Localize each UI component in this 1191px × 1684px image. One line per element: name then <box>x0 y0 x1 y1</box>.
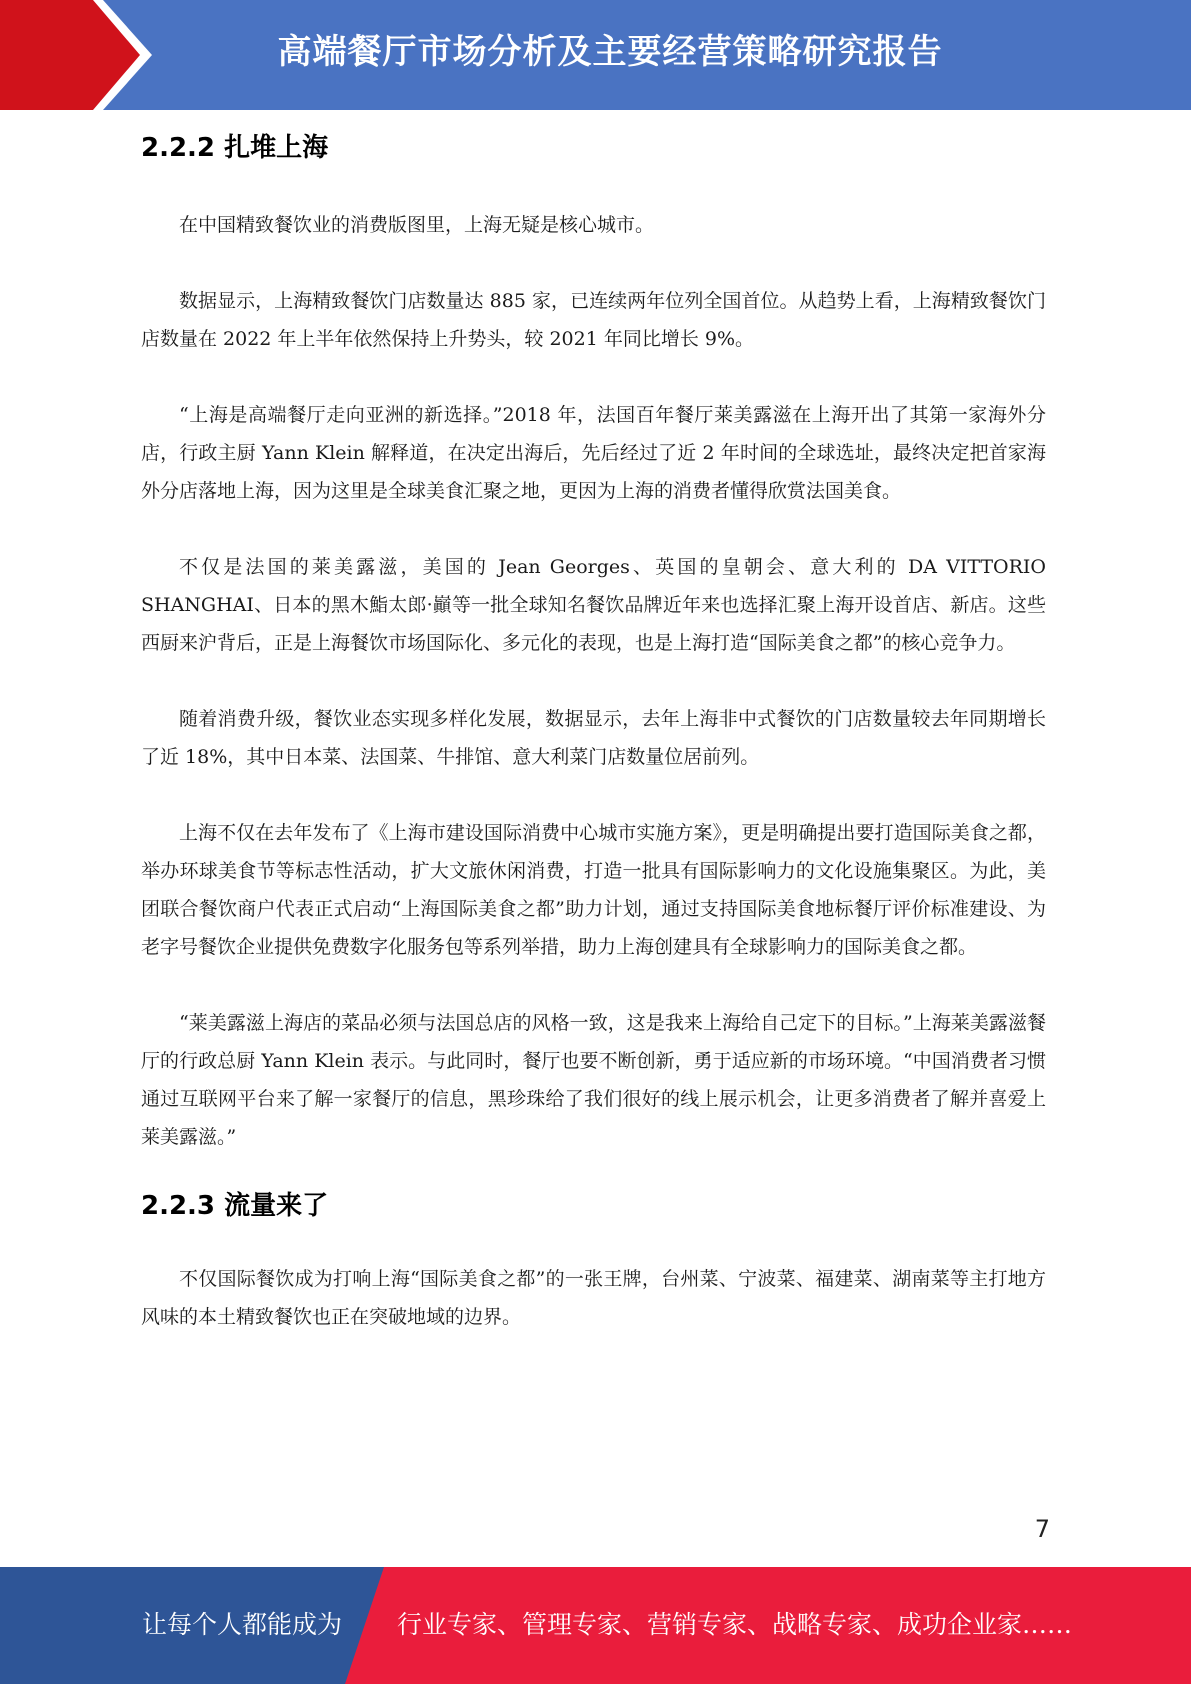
paragraph: “莱美露滋上海店的菜品必须与法国总店的风格一致，这是我来上海给自己定下的目标。”上海莱美露滋餐厅的行政总厨 Yann Klein 表示。与此同时，餐厅也要不断创新，勇于适应新的市场环境。“中国消费者习惯通过互联网平台来了解一家餐厅的信息，黑珍珠给了我们很好的线上展示机会，让更多消费者了解并喜爱上莱美露滋。” <box>141 1012 1046 1148</box>
section-heading-2-2-2: 2.2.2 扎堆上海 <box>141 133 329 163</box>
paragraph: 数据显示，上海精致餐饮门店数量达 885 家，已连续两年位列全国首位。从趋势上看，上海精致餐饮门店数量在 2022 年上半年依然保持上升势头，较 2021 年同比增长 9%。 <box>141 290 1046 350</box>
page-header <box>0 0 1191 110</box>
footer-slogan-right: 行业专家、管理专家、营销专家、战略专家、成功企业家…… <box>397 1610 1073 1639</box>
paragraph: 不仅是法国的莱美露滋，美国的 Jean Georges、英国的皇朝会、意大利的 DA VITTORIO SHANGHAI、日本的黑木鮨太郎·巓等一批全球知名餐饮品牌近年来也选择汇聚上海开设首店、新店。这些西厨来沪背后，正是上海餐饮市场国际化、多元化的表现，也是上海打造“国际美食之都”的核心竞争力。 <box>141 556 1046 654</box>
section-heading-2-2-3: 2.2.3 流量来了 <box>141 1191 329 1221</box>
paragraph: 在中国精致餐饮业的消费版图里，上海无疑是核心城市。 <box>179 214 655 236</box>
page-number: 7 <box>1034 1515 1050 1543</box>
paragraph: 随着消费升级，餐饮业态实现多样化发展，数据显示，去年上海非中式餐饮的门店数量较去年同期增长了近 18%，其中日本菜、法国菜、牛排馆、意大利菜门店数量位居前列。 <box>141 708 1046 768</box>
paragraph: 不仅国际餐饮成为打响上海“国际美食之都”的一张王牌，台州菜、宁波菜、福建菜、湖南菜等主打地方风味的本土精致餐饮也正在突破地域的边界。 <box>141 1268 1046 1328</box>
footer-slogan-left: 让每个人都能成为 <box>142 1610 343 1639</box>
report-title: 高端餐厅市场分析及主要经营策略研究报告 <box>277 32 943 72</box>
paragraph: “上海是高端餐厅走向亚洲的新选择。”2018 年，法国百年餐厅莱美露滋在上海开出了其第一家海外分店，行政主厨 Yann Klein 解释道，在决定出海后，先后经过了近 2 年时间的全球选址，最终决定把首家海外分店落地上海，因为这里是全球美食汇聚之地，更因为上海的消费者懂得欣赏法国美食。 <box>141 404 1046 502</box>
page-content <box>141 128 1046 1336</box>
paragraph: 上海不仅在去年发布了《上海市建设国际消费中心城市实施方案》，更是明确提出要打造国际美食之都，举办环球美食节等标志性活动，扩大文旅休闲消费，打造一批具有国际影响力的文化设施集聚区。为此，美团联合餐饮商户代表正式启动“上海国际美食之都”助力计划，通过支持国际美食地标餐厅评价标准建设、为老字号餐饮企业提供免费数字化服务包等系列举措，助力上海创建具有全球影响力的国际美食之都。 <box>141 822 1046 958</box>
page-footer <box>0 1567 1191 1684</box>
